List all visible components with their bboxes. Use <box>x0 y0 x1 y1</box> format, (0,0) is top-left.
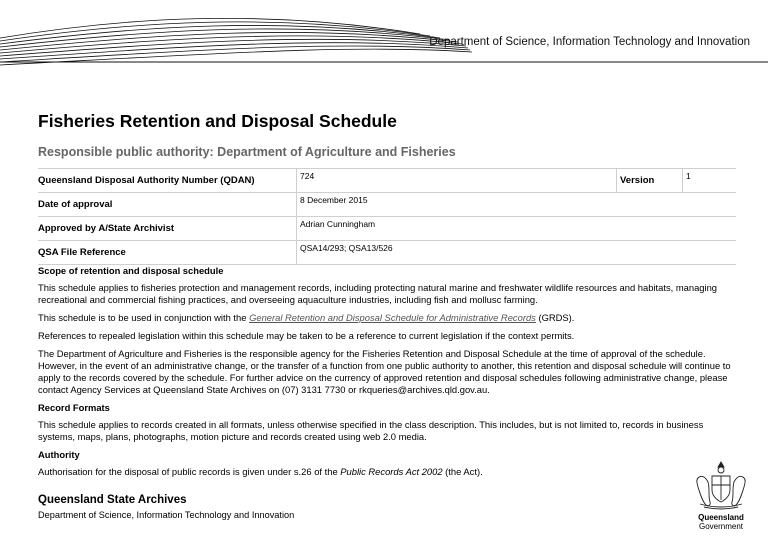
authority-heading: Authority <box>38 449 80 460</box>
schedule-info-table <box>38 168 736 265</box>
table-row <box>38 193 736 217</box>
record-formats-heading: Record Formats <box>38 402 110 413</box>
scope-paragraph-2 <box>38 312 738 324</box>
table-row <box>38 241 736 265</box>
scope-paragraph-3: References to repealed legislation within this schedule may be taken to be a reference to current legislation if the context permits. <box>38 330 575 341</box>
logo-text-government: Government <box>698 522 744 531</box>
authority-prefix: Authorisation for the disposal of public records is given under s.26 of the <box>38 466 341 477</box>
grds-link[interactable]: General Retention and Disposal Schedule for Administrative Records <box>249 312 536 323</box>
public-records-act: Public Records Act 2002 <box>340 466 443 477</box>
approval-date-label: Date of approval <box>38 193 297 217</box>
qdan-label: Queensland Disposal Authority Number (QDAN) <box>38 169 297 193</box>
qsa-ref-value: QSA14/293; QSA13/526 <box>297 241 737 265</box>
approved-by-value: Adrian Cunningham <box>297 217 737 241</box>
footer-organisation: Queensland State Archives <box>38 494 187 506</box>
approved-by-label: Approved by A/State Archivist <box>38 217 297 241</box>
scope-paragraph-4: The Department of Agriculture and Fisheries is the responsible agency for the Fisheries Retention and Disposal Schedule at the time of approval of the schedule. However, in the event of an administrative change, or the transfer of a function from one public authority to another, this retention and disposal schedule will continue to apply to the records covered by the schedule. For further advice on the currency of approved retention and disposal schedules following administrative change, please contact Agency Services at Queensland State Archives on (07) 3131 7730 or rkqueries@archives.qld.gov.au. <box>38 348 731 395</box>
document-title: Fisheries Retention and Disposal Schedule <box>38 111 397 131</box>
version-value: 1 <box>683 169 737 193</box>
header-swoosh-graphic <box>0 0 768 70</box>
qsa-ref-label: QSA File Reference <box>38 241 297 265</box>
record-formats-paragraph: This schedule applies to records created in all formats, unless otherwise specified in the class description. This includes, but is not limited to, records in business systems, maps, plans, photographs, motion picture and records created using web 2.0 media. <box>38 419 704 442</box>
logo-text-queensland: Queensland <box>698 513 744 522</box>
schedule-body <box>38 265 738 484</box>
authority-suffix: (the Act). <box>442 466 483 477</box>
table-row <box>38 217 736 241</box>
authority-paragraph <box>38 466 738 478</box>
scope-paragraph-2-suffix: (GRDS). <box>535 312 575 323</box>
version-label: Version <box>617 169 683 193</box>
scope-paragraph-1: This schedule applies to fisheries protection and management records, including protecting natural marine and freshwater wildlife resources and habitats, managing recreational and commercial fishing practices, and overseeing aquaculture industries, including fish and mollusc farming. <box>38 282 718 305</box>
footer-department: Department of Science, Information Technology and Innovation <box>38 510 295 520</box>
table-row <box>38 169 736 193</box>
header-department-name: Department of Science, Information Technology and Innovation <box>429 36 750 48</box>
scope-heading: Scope of retention and disposal schedule <box>38 265 224 276</box>
qdan-value: 724 <box>297 169 617 193</box>
document-subtitle: Responsible public authority: Department of Agriculture and Fisheries <box>38 145 456 159</box>
scope-paragraph-2-prefix: This schedule is to be used in conjunction with the <box>38 312 250 323</box>
approval-date-value: 8 December 2015 <box>297 193 737 217</box>
